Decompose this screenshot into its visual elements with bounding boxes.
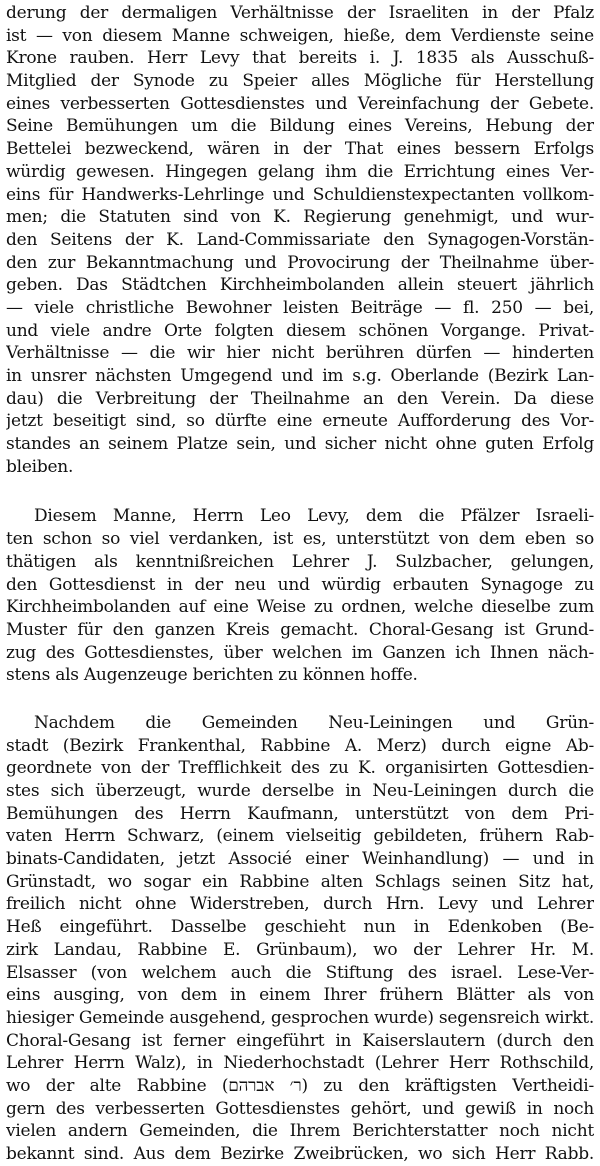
text-line: men; die Statuten sind von K. Regierung genehmigt, und wur- — [6, 207, 594, 228]
text-line: den Gottesdienst in der neu und würdig erbauten Synagoge zu — [6, 574, 594, 595]
text-line: eins für Handwerks-Lehrlinge und Schuldienstexpectanten vollkom- — [6, 184, 594, 205]
paragraph-2 — [6, 505, 594, 687]
text-line: den zur Bekanntmachung und Provocirung der Theilnahme über- — [6, 252, 594, 273]
text-line: geordnete von der Trefflichkeit des zu K. organisirten Gottesdien- — [6, 758, 594, 779]
text-line: den Seitens der K. Land-Commissariate den Synagogen-Vorstän- — [6, 229, 594, 250]
text-line: standes an seinem Platze sein, und sicher nicht ohne guten Erfolg — [6, 434, 594, 455]
text-line: Bettelei bezweckend, wären in der That eines bessern Erfolgs — [6, 139, 594, 160]
text-line: Heß eingeführt. Dasselbe geschieht nun in Edenkoben (Be- — [6, 917, 594, 938]
text-line: hiesiger Gemeinde ausgehend, gesprochen wurde) segensreich wirkt. — [6, 1007, 594, 1028]
text-line: in unsrer nächsten Umgegend und im s.g. Oberlande (Bezirk Lan- — [6, 366, 594, 386]
text-line: thätigen als kenntnißreichen Lehrer J. Sulzbacher, gelungen, — [6, 551, 594, 572]
paragraph-1 — [6, 2, 594, 478]
text-line: eines verbesserten Gottesdienstes und Vereinfachung der Gebete. — [6, 93, 594, 114]
text-line: freilich nicht ohne Widerstreben, durch Hrn. Levy und Lehrer — [6, 894, 594, 915]
text-line: Nachdem die Gemeinden Neu-Leiningen und Grün- — [34, 712, 594, 733]
text-line: gern des verbesserten Gottesdienstes gehört, und gewiß in noch — [6, 1098, 594, 1119]
text-line: Lehrer Herrn Walz), in Niederhochstadt (Lehrer Herr Rothschild, — [6, 1053, 594, 1074]
text-line: bleiben. — [6, 456, 74, 477]
text-line: Choral-Gesang ist ferner eingeführt in Kaiserslautern (durch den — [6, 1030, 594, 1051]
text-line: bekannt sind. Aus dem Bezirke Zweibrücken, wo sich Herr Rabb. — [6, 1144, 594, 1164]
paragraph-3 — [6, 712, 594, 1166]
text-line: und viele andre Orte folgten diesem schönen Vorgange. Privat- — [6, 320, 594, 341]
text-line: vaten Herrn Schwarz, (einem vielseitig gebildeten, frühern Rab- — [6, 826, 594, 847]
text-line: — viele christliche Bewohner leisten Beiträge — fl. 250 — bei, — [6, 297, 594, 318]
text-line: Diesem Manne, Herrn Leo Levy, dem die Pfälzer Israeli- — [34, 506, 594, 527]
text-line: Krone rauben. Herr Levy that bereits i. J. 1835 als Ausschuß- — [6, 48, 594, 69]
text-line: dau) die Verbreitung der Theilnahme an den Verein. Da diese — [6, 388, 594, 409]
text-line: geben. Das Städtchen Kirchheimbolanden allein steuert jährlich — [6, 275, 594, 296]
text-line: würdig gewesen. Hingegen gelang ihm die Errichtung eines Ver- — [6, 161, 594, 182]
paragraph-spacer — [6, 478, 594, 505]
text-line: stes sich überzeugt, wurde derselbe in Neu-Leiningen durch die — [6, 781, 594, 801]
text-line: Muster für den ganzen Kreis gemacht. Choral-Gesang ist Grund- — [6, 619, 594, 640]
text-line: derung der dermaligen Verhältnisse der Israeliten in der Pfalz — [6, 3, 594, 23]
text-line: wo der alte Rabbine (ר׳ אברהם) zu den kräftigsten Vertheidi- — [6, 1075, 594, 1096]
paragraph-spacer — [6, 687, 594, 712]
text-line: stadt (Bezirk Frankenthal, Rabbine A. Merz) durch eigne Ab- — [6, 735, 594, 756]
text-line: stens als Augenzeuge berichten zu können hoffe. — [6, 665, 418, 686]
text-line: ten schon so viel verdanken, ist es, unterstützt von dem eben so — [6, 529, 594, 550]
text-line: binats-Candidaten, jetzt Associé einer Weinhandlung) — und in — [6, 849, 594, 870]
text-line: Grünstadt, wo sogar ein Rabbine alten Schlags seinen Sitz hat, — [6, 871, 594, 892]
text-line: ist — von diesem Manne schweigen, hieße, dem Verdienste seine — [6, 25, 594, 46]
text-line: eins ausging, von dem in einem Ihrer frühern Blätter als von — [6, 985, 594, 1006]
text-line: vielen andern Gemeinden, die Ihrem Berichterstatter noch nicht — [6, 1121, 594, 1142]
text-line: Kirchheimbolanden auf eine Weise zu ordnen, welche dieselbe zum — [6, 597, 594, 618]
text-line: Mitglied der Synode zu Speier alles Mögliche für Herstellung — [6, 71, 594, 92]
text-line: zirk Landau, Rabbine E. Grünbaum), wo der Lehrer Hr. M. — [6, 939, 594, 960]
text-line: Elsasser (von welchem auch die Stiftung des israel. Lese-Ver- — [6, 962, 594, 983]
text-line: Seine Bemühungen um die Bildung eines Vereins, Hebung der — [6, 116, 594, 137]
text-line: Bemühungen des Herrn Kaufmann, unterstützt von dem Pri- — [6, 803, 594, 824]
text-line: Verhältnisse — die wir hier nicht berühren dürfen — hinderten — [6, 343, 594, 364]
text-line: zug des Gottesdienstes, über welchen im Ganzen ich Ihnen näch- — [6, 642, 594, 663]
text-line: jetzt beseitigt sind, so dürfte eine erneute Aufforderung des Vor- — [6, 411, 594, 432]
